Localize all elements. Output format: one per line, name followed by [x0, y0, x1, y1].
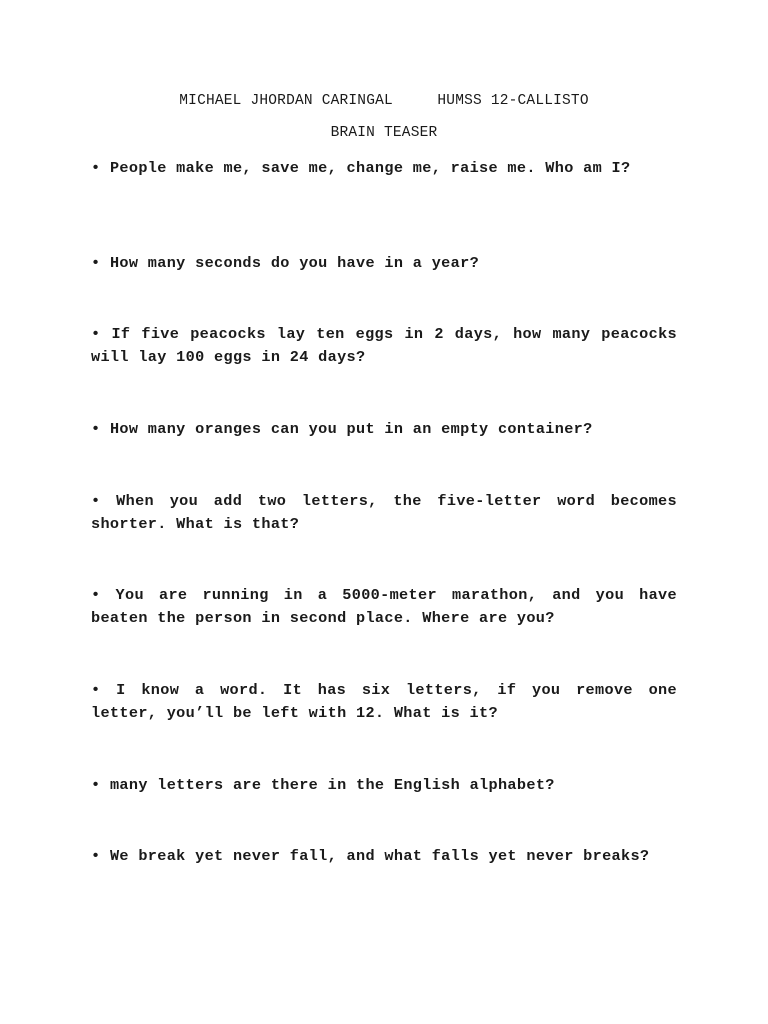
list-item: [91, 323, 677, 369]
list-item: [91, 774, 677, 797]
question-text: People make me, save me, change me, raise me. Who am I?: [109, 159, 631, 177]
page-title: BRAIN TEASER: [330, 125, 438, 141]
question-text: many letters are there in the English alphabet?: [109, 776, 555, 794]
list-item: [91, 679, 677, 725]
list-item: [91, 584, 677, 630]
question-text: How many oranges can you put in an empty container?: [109, 420, 593, 438]
question-text: I know a word. It has six letters, if you remove one letter, you’ll be left with 12. What is it?: [91, 681, 677, 722]
list-item: [91, 418, 677, 441]
bullet-icon: •: [91, 681, 117, 699]
bullet-icon: •: [91, 159, 110, 177]
question-text: If five peacocks lay ten eggs in 2 days, how many peacocks will lay 100 eggs in 24 days?: [91, 325, 677, 366]
author-line: MICHAEL JHORDAN CARINGAL HUMSS 12-CALLISTO: [179, 93, 589, 109]
bullet-icon: •: [91, 847, 110, 865]
bullet-icon: •: [91, 325, 112, 343]
list-item: [91, 157, 677, 180]
bullet-icon: •: [91, 776, 110, 794]
bullet-icon: •: [91, 420, 110, 438]
question-text: You are running in a 5000-meter marathon, and you have beaten the person in second place. Where are you?: [91, 586, 677, 627]
list-item: [91, 252, 677, 275]
list-item: [91, 490, 677, 536]
bullet-icon: •: [91, 586, 116, 604]
list-item: [91, 845, 677, 868]
question-text: When you add two letters, the five-letter word becomes shorter. What is that?: [91, 492, 677, 533]
question-text: We break yet never fall, and what falls yet never breaks?: [109, 847, 650, 865]
question-text: How many seconds do you have in a year?: [109, 254, 480, 272]
bullet-icon: •: [91, 492, 117, 510]
bullet-icon: •: [91, 254, 110, 272]
